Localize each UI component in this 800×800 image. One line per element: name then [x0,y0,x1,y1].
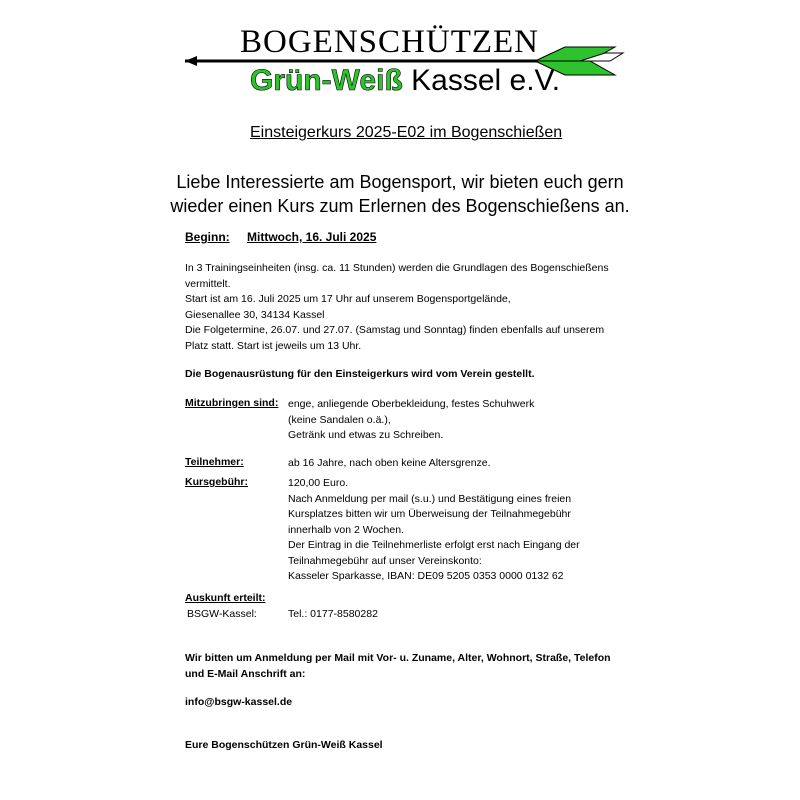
description-line: Die Folgetermine, 26.07. und 27.07. (Samstag und Sonntag) finden ebenfalls auf unserem [185,324,605,336]
fee-line: Der Eintrag in die Teilnehmerliste erfolgt erst nach Eingang der [288,539,580,551]
description-line: vermittelt. [185,277,231,290]
registration-line: Wir bitten um Anmeldung per Mail mit Vor- u. Zuname, Alter, Wohnort, Straße, Telefon [185,652,611,664]
registration-line: und E-Mail Anschrift an: [185,667,306,680]
club-name-rest: Kassel e.V. [411,64,561,97]
document-title: Einsteigerkurs 2025-E02 im Bogenschießen [250,124,563,141]
signature: Eure Bogenschützen Grün-Weiß Kassel [185,739,383,751]
fee-line: innerhalb von 2 Wochen. [288,523,404,536]
fee-value [288,476,628,585]
equipment-note: Die Bogenausrüstung für den Einsteigerkurs wird vom Verein gestellt. [185,368,535,380]
bring-label: Mitzubringen sind: [185,397,279,409]
bring-line: (keine Sandalen o.ä.), [288,413,391,426]
club-name-green: Grün-Weiß [250,64,403,97]
intro-text [0,170,800,218]
club-name-heading: BOGENSCHÜTZEN [240,24,539,60]
start-label: Beginn: [185,230,230,244]
info-org: BSGW-Kassel: [187,608,257,620]
registration-request [185,651,645,682]
bring-line: Getränk und etwas zu Schreiben. [288,429,444,441]
course-description [185,261,635,354]
bring-value [288,397,628,444]
info-phone: Tel.: 0177-8580282 [288,608,378,620]
participants-value: ab 16 Jahre, nach oben keine Altersgrenze. [288,457,491,469]
fee-line: Teilnahmegebühr auf unser Vereinskonto: [288,554,482,567]
fee-line: Kursplatzes bitten wir um Überweisung der Teilnahmegebühr [288,508,571,520]
club-subtitle [250,64,560,98]
registration-email[interactable]: info@bsgw-kassel.de [185,696,293,708]
fee-label: Kursgebühr: [185,476,248,488]
fee-line: 120,00 Euro. [288,477,349,489]
description-line: In 3 Trainingseinheiten (insg. ca. 11 Stunden) werden die Grundlagen des Bogenschießens [185,262,609,274]
description-line: Start ist am 16. Juli 2025 um 17 Uhr auf unserem Bogensportgelände, [185,293,511,305]
bring-line: enge, anliegende Oberbekleidung, festes Schuhwerk [288,398,535,410]
intro-line: wieder einen Kurs zum Erlernen des Bogenschießens an. [170,196,630,216]
fee-line: Nach Anmeldung per mail (s.u.) und Bestätigung eines freien [288,492,572,505]
participants-label: Teilnehmer: [185,456,244,468]
fee-line: Kasseler Sparkasse, IBAN: DE09 5205 0353 0000 0132 62 [288,570,564,582]
description-line: Giesenallee 30, 34134 Kassel [185,308,325,321]
start-value: Mittwoch, 16. Juli 2025 [247,230,377,244]
info-label: Auskunft erteilt: [185,592,266,604]
intro-line: Liebe Interessierte am Bogensport, wir bieten euch gern [176,172,624,192]
description-line: Platz statt. Start ist jeweils um 13 Uhr. [185,339,362,352]
